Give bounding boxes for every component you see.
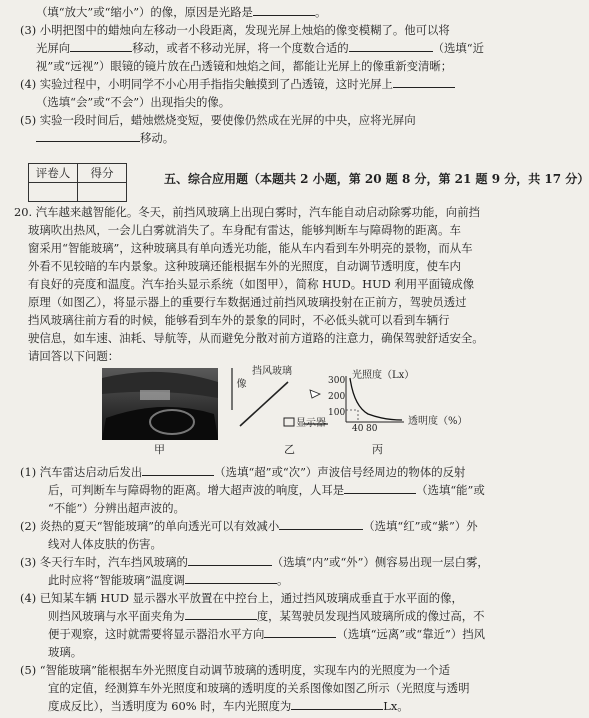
figure-jia-photo [102,368,218,440]
question-4: (4) 实验过程中，小明同学不小心用手指指尖触摸到了凸透镜，这时光屏上 [0,76,551,92]
text-line: 挡风玻璃往前方看的时候，能够看到车外的景象的同时，不必低头就可以看到车辆行 [28,313,450,327]
answer-blank[interactable] [253,4,315,16]
text-line: 玻璃吹出热风，一会儿白雾就消失了。车身配有雷达，能够判断车与障碍物的距离。车 [28,223,461,237]
text-line: 则挡风玻璃与水平面夹角为 度，某驾驶员发现挡风玻璃所成的像过高，不 [48,609,485,623]
answer-blank[interactable] [142,464,214,476]
answer-blank[interactable] [349,40,433,52]
text-line: “不能”）分辨出超声波的。 [48,501,185,515]
question-20: 20. 汽车越来越智能化。冬天，前挡风玻璃上出现白雾时，汽车能自动启动除雾功能，向前挡 [14,205,480,219]
illuminance-transparency-curve [344,376,404,424]
caption-bing: 丙 [372,443,383,456]
answer-blank[interactable] [291,698,383,710]
answer-1: (1) 汽车雷达启动后发出 （选填“超”或“次”）声波信号经周边的物体的反射 [20,465,466,479]
text-line: 有良好的亮度和温度。汽车抬头显示系统（如图甲），简称 HUD。HUD 利用平面镜成像 [28,277,475,291]
answer-3: (3) 冬天行车时，汽车挡风玻璃的 （选填“内”或“外”）侧容易出现一层白雾， [20,555,489,569]
answer-blank[interactable] [264,626,336,638]
question-3: (3) 小明把图中的蜡烛向左移动一小段距离，发现光屏上烛焰的像变模糊了。他可以将 [20,23,450,37]
text-line: 线对人体皮肤的伤害。 [48,537,162,551]
answer-blank[interactable] [393,76,455,88]
text-line: （填“放大”或“缩小”）的像，原因是光路是 。 [36,5,327,19]
answer-blank[interactable] [344,482,416,494]
label-windshield: 挡风玻璃 [252,366,292,377]
text-line: 玻璃。 [48,645,83,659]
tick-80: 80 [366,424,378,434]
question-5: (5) 实验一段时间后，蜡烛燃烧变短，要使像仍然成在光屏的中央，应将光屏向 [20,113,416,127]
score-cell[interactable] [78,183,127,202]
text-line: 宜的定值，经测算车外光照度和玻璃的透明度的关系图像如图乙所示（光照度与透明 [48,681,470,695]
tick-300: 300 [328,376,346,386]
reviewer-label: 评卷人 [29,164,78,183]
graph-xlabel: 透明度（%） [408,416,468,427]
caption-jia: 甲 [154,443,165,456]
answer-4: (4) 已知某车辆 HUD 显示器水平放置在中控台上，通过挡风玻璃成垂直于水平面的像， [20,591,463,605]
tick-100: 100 [328,408,346,418]
answer-blank[interactable] [188,554,272,566]
tick-40: 40 [352,424,364,434]
answer-blank[interactable] [185,608,257,620]
tick-200: 200 [328,392,346,402]
text-line: 光屏向 移动，或者不移动光屏，将一个度数合适的 （选填“近 [36,41,485,55]
answer-2: (2) 炎热的夏天“智能玻璃”的单向透光可以有效减小 （选填“红”或“紫”）外 [20,519,478,533]
text-line: 度成反比），当透明度为 60% 时，车内光照度为 Lx。 [48,699,409,713]
answer-blank[interactable] [279,518,363,530]
text-line: 此时应将“智能玻璃”温度调 。 [48,573,289,587]
score-label: 得分 [78,164,127,183]
text-line: 移动。 [0,130,567,146]
text-line: 外看不见较暗的车内景象。这种玻璃还能根据车外的光照度，自动调节透明度，使车内 [28,259,461,273]
section-title: 五、综合应用题（本题共 2 小题，第 20 题 8 分，第 21 题 9 分，共 17 分） [164,172,589,186]
car-hud-photo [102,368,218,440]
text-line: 便于观察，这时就需要将显示器沿水平方向 （选填“远离”或“靠近”）挡风 [48,627,486,641]
answer-5: (5) “智能玻璃”能根据车外光照度自动调节玻璃的透明度，实现车内的光照度为一个适 [20,663,451,677]
reviewer-cell[interactable] [29,183,78,202]
graph-ylabel: 光照度（Lx） [352,370,415,381]
answer-blank[interactable] [36,130,140,142]
text-line: （选填“会”或“不会”）出现指尖的像。 [36,95,231,109]
text-line: 视”或“远视”）眼镜的镜片放在凸透镜和烛焰之间，都能让光屏上的像重新变清晰； [36,59,453,73]
text-line: 请回答以下问题： [28,349,120,363]
label-display: 显示器 [296,418,326,429]
answer-blank[interactable] [185,572,277,584]
text-line: 原理（如图乙），将显示器上的重要行车数据通过前挡风玻璃投射在正前方，驾驶员透过 [28,295,467,309]
caption-yi: 乙 [284,443,295,456]
text-line: 后，可判断车与障碍物的距离。增大超声波的响度，人耳是 （选填“能”或 [48,483,485,497]
score-table [28,163,127,202]
label-image: 像 [234,378,245,388]
text-line: 窗采用“智能玻璃”，这种玻璃具有单向透光功能，能从车内看到车外明亮的景物，而从车 [28,241,473,255]
answer-blank[interactable] [70,40,132,52]
text-line: 驶信息，如车速、油耗、导航等，从而避免分散对前方道路的注意力，确保驾驶舒适安全。 [28,331,484,345]
figure-bing-graph [344,376,404,424]
